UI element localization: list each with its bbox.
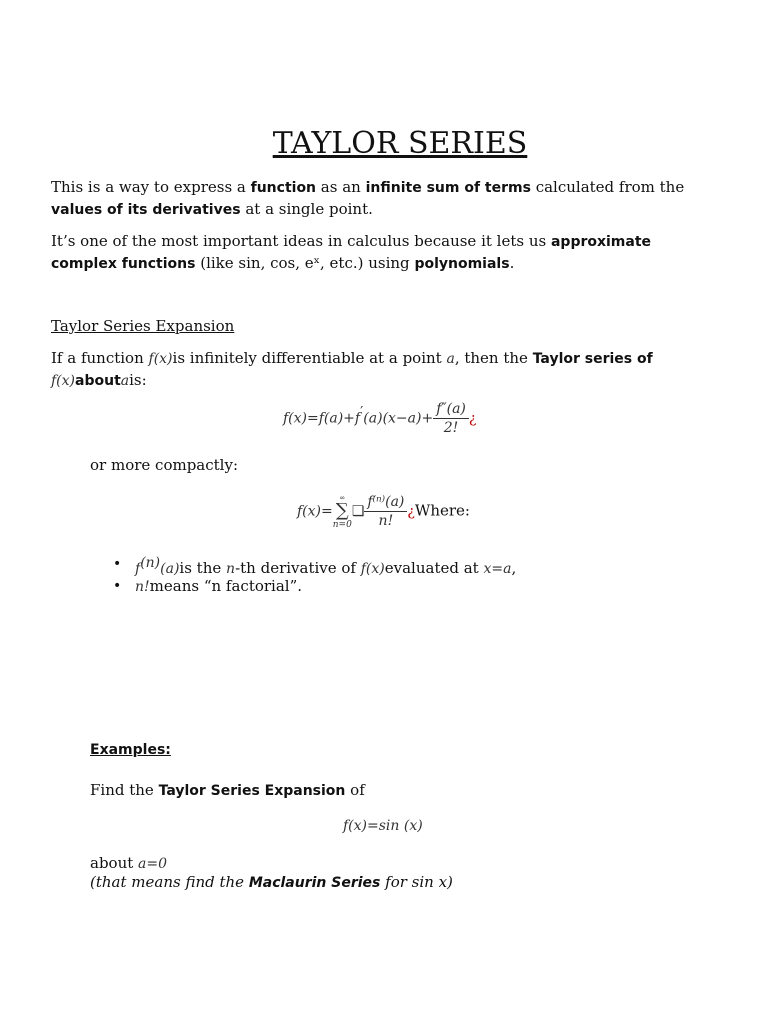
text: (like sin, cos, eˣ, etc.) using [195,254,415,272]
text: -th derivative of [235,559,361,577]
math-superscript: (n) [140,555,161,571]
text: . [509,254,515,272]
text: calculated from the [530,178,685,196]
text: evaluated at [384,559,484,577]
text: of [345,781,365,799]
math: f(x) [51,373,76,389]
math: x=a [483,561,512,577]
expansion-line-2 [51,371,147,389]
text: about [90,854,139,872]
intro-paragraph-2-line-1 [51,232,651,250]
bold-term: Taylor Series Expansion [158,783,346,799]
bold-term: infinite sum of terms [365,180,531,196]
math: n [226,561,236,577]
math: a [120,373,130,389]
fraction-denominator: 2! [443,420,459,436]
math: (a) [160,561,180,577]
bold-term: values of its derivatives [51,202,241,218]
text: If a function [51,349,149,367]
bold-term: polynomials [414,256,510,272]
fraction-numerator: f⁽ⁿ⁾(a) [364,493,407,512]
text: is the [179,559,227,577]
text: means “n factorial”. [149,577,303,595]
text: as an [316,178,366,196]
math: a=0 [138,856,168,872]
text: at a single point. [240,200,373,218]
list-item [135,577,302,595]
sum-lower-limit: n=0 [332,519,352,530]
math: f(x)= [297,503,333,520]
math: a [446,351,455,367]
bold-term: about [75,373,121,389]
formula-taylor-sum [297,493,470,530]
text: , [511,559,517,577]
bold-term: function [250,180,317,196]
section-heading-expansion: Taylor Series Expansion [51,317,235,335]
text: is infinitely differentiable at a point [172,349,447,367]
math: f(x) [148,351,173,367]
text: is: [129,371,147,389]
math-placeholder-box: ❑ [351,503,365,520]
bullet-icon: • [113,578,122,594]
text: This is a way to express a [51,178,251,196]
math: (a)(x−a)+ [363,410,434,427]
section-heading-examples: Examples: [90,742,171,758]
example-find-line [90,781,365,799]
page-title: TAYLOR SERIES [272,126,528,161]
text: , then the [454,349,533,367]
math: f(x)=f(a)+f [283,410,361,427]
sum-upper-limit: ∞ [339,493,346,502]
fraction [364,493,407,530]
bold-term: Maclaurin Series [248,875,381,891]
math: ′ [360,404,364,421]
fraction-numerator: f″(a) [433,400,469,419]
math: f(x) [360,561,385,577]
math-error-glyph: ¿ [468,410,477,427]
fraction-denominator: n! [378,513,394,529]
summation [333,494,352,530]
fraction [433,400,469,437]
text: Where: [414,501,470,520]
text: Find the [90,781,159,799]
bold-term: approximate [550,234,652,250]
bullet-icon: • [113,556,122,572]
example-about-line [90,854,167,872]
formula-taylor-expanded [283,400,476,437]
example-note [90,873,453,891]
math: n! [135,579,150,595]
bold-term: Taylor series of [532,351,653,367]
list-item [135,555,516,577]
text: (that means find the [90,873,249,891]
math: f [135,561,141,577]
text: for sin x) [380,873,453,891]
sum-symbol: ∑ [335,499,349,521]
intro-paragraph-2-line-2 [51,254,514,272]
expansion-line-1 [51,349,653,367]
text: It’s one of the most important ideas in calculus because it lets us [51,232,551,250]
bold-term: complex functions [51,256,196,272]
math-error-glyph: ¿ [407,503,415,520]
intro-paragraph-1-line-1 [51,178,684,196]
intro-paragraph-1-line-2 [51,200,373,218]
compact-text: or more compactly: [90,456,238,474]
formula-example: f(x)=sin (x) [343,818,423,834]
